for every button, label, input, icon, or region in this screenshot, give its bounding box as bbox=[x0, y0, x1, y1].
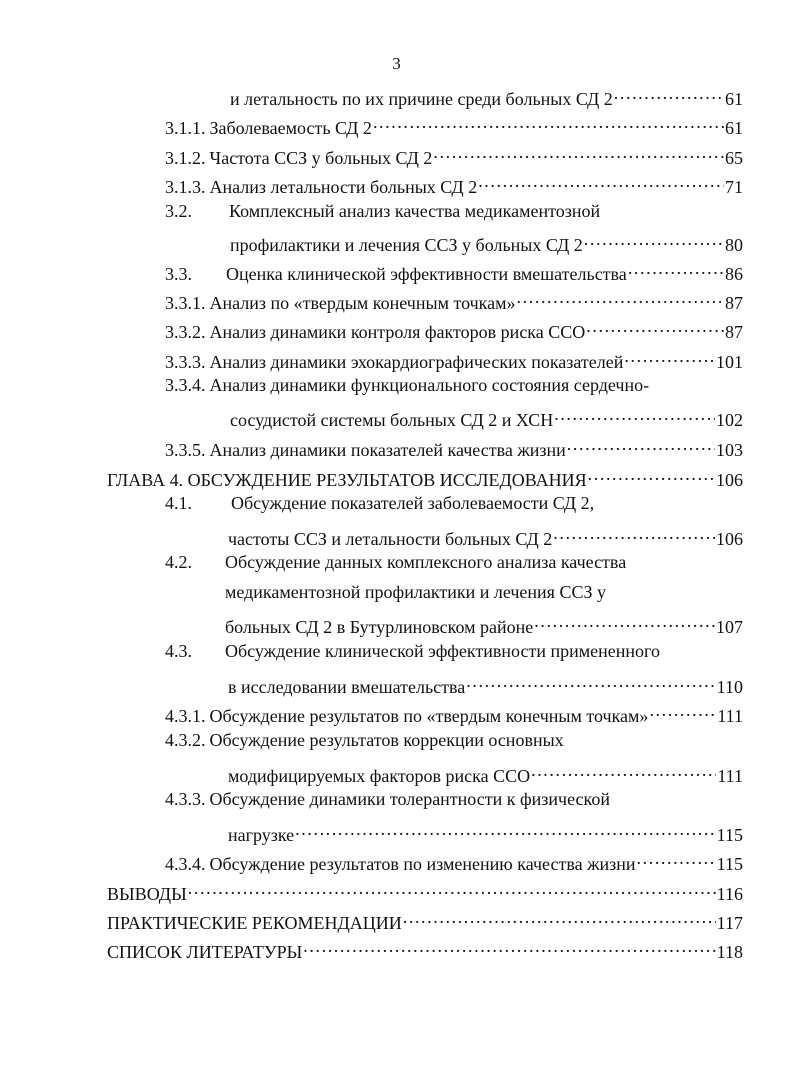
toc-entry bbox=[107, 462, 743, 490]
toc-entry-page: 110 bbox=[716, 677, 743, 697]
dot-leader bbox=[553, 521, 715, 545]
toc-entry bbox=[107, 905, 743, 933]
toc-entry-number: 3.3.4. bbox=[165, 375, 206, 395]
toc-entry-page: 115 bbox=[716, 825, 743, 845]
toc-entry bbox=[228, 521, 743, 549]
toc-entry-title: модифицируемых факторов риска ССО bbox=[228, 766, 531, 786]
toc-entry-title: профилактики и лечения ССЗ у больных СД 2 bbox=[230, 235, 583, 255]
toc-entry-title: ВЫВОДЫ bbox=[107, 884, 187, 904]
dot-leader bbox=[466, 669, 715, 693]
toc-entry-title: Частота ССЗ у больных СД 2 bbox=[209, 148, 433, 168]
toc-entry-title: СПИСОК ЛИТЕРАТУРЫ bbox=[107, 942, 303, 962]
toc-entry-page: 106 bbox=[716, 470, 743, 490]
toc-entry bbox=[165, 846, 743, 874]
toc-entry-title: Обсуждение результатов коррекции основных bbox=[209, 730, 564, 750]
toc-entry-title: ПРАКТИЧЕСКИЕ РЕКОМЕНДАЦИИ bbox=[107, 913, 402, 933]
toc-entry-title: Обсуждение показателей заболеваемости СД 2, bbox=[231, 493, 595, 513]
dot-leader bbox=[373, 110, 724, 134]
toc-entry bbox=[165, 491, 594, 515]
toc-entry-title: Анализ по «твердым конечным точкам» bbox=[209, 293, 516, 313]
toc-entry-title: Заболеваемость СД 2 bbox=[209, 118, 372, 138]
toc-entry-title: Комплексный анализ качества медикаментозной bbox=[229, 201, 601, 221]
toc-entry bbox=[165, 169, 743, 197]
toc-entry-title: Обсуждение данных комплексного анализа качества bbox=[225, 552, 627, 572]
dot-leader bbox=[403, 905, 716, 929]
dot-leader bbox=[303, 934, 715, 958]
toc-entry-page: 117 bbox=[716, 913, 743, 933]
toc-entry-title: Обсуждение результатов по изменению качества жизни bbox=[209, 854, 636, 874]
toc-entry-number: 4.3. bbox=[165, 641, 192, 661]
toc-entry-title: Оценка клинической эффективности вмешательства bbox=[226, 264, 627, 284]
toc-entry-title: Анализ летальности больных СД 2 bbox=[209, 177, 478, 197]
dot-leader bbox=[588, 462, 715, 486]
dot-leader bbox=[554, 402, 715, 426]
toc-entry-page: 87 bbox=[725, 322, 743, 342]
toc-entry-title: больных СД 2 в Бутурлиновском районе bbox=[225, 617, 534, 637]
dot-leader bbox=[584, 227, 724, 251]
toc-entry bbox=[165, 432, 743, 460]
toc-entry bbox=[228, 817, 743, 845]
toc-entry-number: 3.3. bbox=[165, 264, 192, 284]
toc-entry-number: 3.1.2. bbox=[165, 148, 206, 168]
toc-entry-title: Анализ динамики функционального состояния сердечно- bbox=[209, 375, 650, 395]
dot-leader bbox=[614, 81, 724, 105]
dot-leader bbox=[628, 256, 724, 280]
toc-entry bbox=[228, 758, 743, 786]
toc-entry-page: 61 bbox=[725, 89, 743, 109]
toc-entry-number: 3.3.1. bbox=[165, 293, 206, 313]
toc-entry-title: и летальность по их причине среди больных СД 2 bbox=[230, 89, 613, 109]
toc-entry-number: 3.1.1. bbox=[165, 118, 206, 138]
toc-entry-title: сосудистой системы больных СД 2 и ХСН bbox=[230, 410, 554, 430]
toc-entry bbox=[225, 609, 743, 637]
toc-entry bbox=[165, 550, 626, 574]
dot-leader bbox=[586, 314, 724, 338]
dot-leader bbox=[295, 817, 715, 841]
toc-entry bbox=[230, 227, 743, 255]
toc-entry-number: 3.1.3. bbox=[165, 177, 206, 197]
dot-leader bbox=[624, 344, 715, 368]
toc-entry-page: 118 bbox=[716, 942, 743, 962]
toc-entry bbox=[230, 81, 743, 109]
toc-entry-page: 86 bbox=[725, 264, 743, 284]
toc-entry-number: 4.1. bbox=[165, 493, 192, 513]
toc-entry bbox=[165, 285, 743, 313]
toc-entry-number: 3.3.5. bbox=[165, 440, 206, 460]
toc-entry-page: 115 bbox=[716, 854, 743, 874]
dot-leader bbox=[567, 432, 715, 456]
toc-entry bbox=[165, 698, 743, 726]
dot-leader bbox=[531, 758, 716, 782]
toc-entry-page: 101 bbox=[716, 352, 743, 372]
toc-entry-page: 107 bbox=[716, 617, 743, 637]
toc-entry bbox=[165, 199, 600, 223]
toc-entry-page: 87 bbox=[725, 293, 743, 313]
toc-entry-number: 4.3.1. bbox=[165, 706, 206, 726]
toc-entry bbox=[165, 373, 649, 397]
toc-entry bbox=[165, 314, 743, 342]
toc-entry-title: Обсуждение динамики толерантности к физической bbox=[209, 789, 610, 809]
toc-entry-number: 4.3.2. bbox=[165, 730, 206, 750]
toc-entry bbox=[165, 728, 564, 752]
toc-entry-page: 80 bbox=[725, 235, 743, 255]
toc-entry-title: в исследовании вмешательства bbox=[228, 677, 466, 697]
toc-entry-page: 111 bbox=[717, 766, 743, 786]
toc-entry bbox=[165, 140, 743, 168]
toc-entry-title: Анализ динамики показателей качества жизни bbox=[209, 440, 566, 460]
toc-entry-number: 4.2. bbox=[165, 552, 192, 572]
toc-entry-page: 102 bbox=[716, 410, 743, 430]
dot-leader bbox=[478, 169, 724, 193]
toc-entry-title: медикаментозной профилактики и лечения ССЗ у bbox=[225, 582, 606, 602]
toc-entry-page: 103 bbox=[716, 440, 743, 460]
toc-entry-page: 61 bbox=[725, 118, 743, 138]
dot-leader bbox=[534, 609, 715, 633]
toc-entry-title: частоты ССЗ и летальности больных СД 2 bbox=[228, 529, 553, 549]
toc-entry-title: Обсуждение клинической эффективности примененного bbox=[225, 641, 660, 661]
toc-entry-page: 65 bbox=[725, 148, 743, 168]
toc-entry-page: 106 bbox=[716, 529, 743, 549]
toc-entry-number: 3.2. bbox=[165, 201, 192, 221]
dot-leader bbox=[517, 285, 724, 309]
toc-entry bbox=[230, 402, 743, 430]
toc-entry bbox=[225, 580, 606, 604]
toc-entry-number: 3.3.2. bbox=[165, 322, 206, 342]
toc-entry-number: 4.3.4. bbox=[165, 854, 206, 874]
toc-entry-title: нагрузке bbox=[228, 825, 295, 845]
dot-leader bbox=[649, 698, 716, 722]
toc-entry-title: Анализ динамики контроля факторов риска ССО bbox=[209, 322, 586, 342]
toc-entry bbox=[165, 787, 610, 811]
dot-leader bbox=[433, 140, 724, 164]
toc-entry-number: 4.3.3. bbox=[165, 789, 206, 809]
toc-entry-page: 116 bbox=[716, 884, 743, 904]
toc-entry-title: Анализ динамики эхокардиографических показателей bbox=[209, 352, 624, 372]
dot-leader bbox=[188, 876, 716, 900]
toc-entry-number: 3.3.3. bbox=[165, 352, 206, 372]
toc-entry bbox=[165, 639, 660, 663]
toc-entry bbox=[165, 344, 743, 372]
page-number: 3 bbox=[392, 54, 401, 73]
toc-entry-page: 111 bbox=[717, 706, 743, 726]
toc-entry bbox=[228, 669, 743, 697]
toc-entry bbox=[165, 110, 743, 138]
toc-entry bbox=[107, 876, 743, 904]
toc-entry-title: Обсуждение результатов по «твердым конечным точкам» bbox=[209, 706, 649, 726]
toc-entry-page: 71 bbox=[725, 177, 743, 197]
toc-entry bbox=[107, 934, 743, 962]
toc-entry-title: ГЛАВА 4. ОБСУЖДЕНИЕ РЕЗУЛЬТАТОВ ИССЛЕДОВАНИЯ bbox=[107, 470, 587, 490]
dot-leader bbox=[637, 846, 716, 870]
toc-entry bbox=[165, 256, 743, 284]
